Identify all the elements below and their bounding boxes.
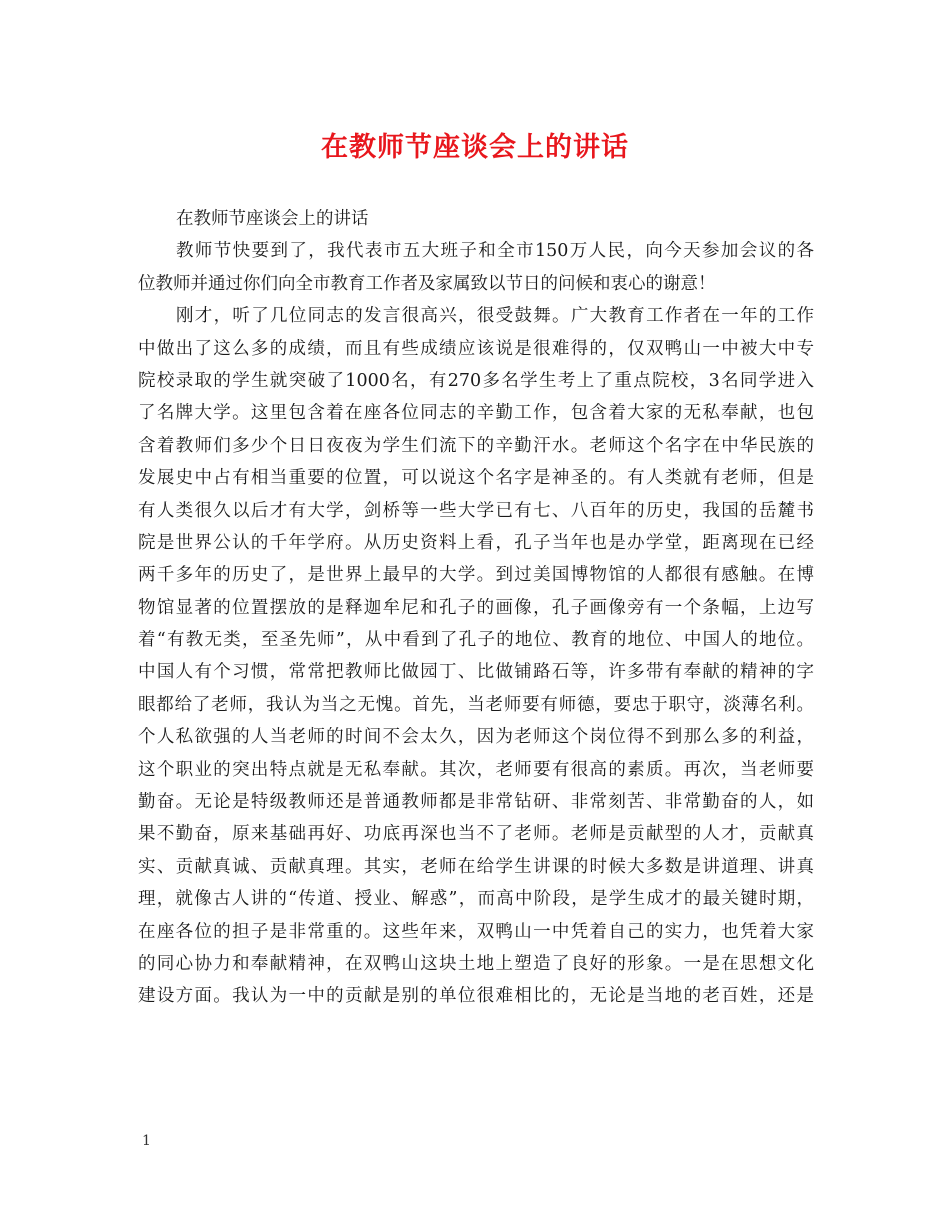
text-line: 理，就像古人讲的“传道、授业、解惑”，而高中阶段，是学生成才的最关键时期， bbox=[138, 889, 814, 910]
text-line: 两千多年的历史了，是世界上最早的大学。到过美国博物馆的人都很有感触。在博 bbox=[138, 565, 814, 586]
text-line: 在座各位的担子是非常重的。这些年来，双鸭山一中凭着自己的实力，也凭着大家 bbox=[138, 921, 814, 942]
page-number: 1 bbox=[142, 1133, 151, 1149]
text-line: 中国人有个习惯，常常把教师比做园丁、比做铺路石等，许多带有奉献的精神的字 bbox=[138, 662, 814, 683]
text-line: 眼都给了老师，我认为当之无愧。首先，当老师要有师德，要忠于职守，淡薄名利。 bbox=[138, 694, 814, 715]
text-line: 位教师并通过你们向全市教育工作者及家属致以节日的问候和衷心的谢意！ bbox=[138, 273, 716, 294]
text-line: 勤奋。无论是特级教师还是普通教师都是非常钻研、非常刻苦、非常勤奋的人，如 bbox=[138, 792, 814, 813]
text-line: 含着教师们多少个日日夜夜为学生们流下的辛勤汗水。老师这个名字在中华民族的 bbox=[138, 435, 814, 456]
text-line: 教师节快要到了，我代表市五大班子和全市150万人民，向今天参加会议的各 bbox=[176, 241, 814, 262]
text-line: 刚才，听了几位同志的发言很高兴，很受鼓舞。广大教育工作者在一年的工作 bbox=[176, 306, 814, 327]
text-line: 着“有教无类，至圣先师”，从中看到了孔子的地位、教育的地位、中国人的地位。 bbox=[138, 630, 814, 651]
text-line: 个人私欲强的人当老师的时间不会太久，因为老师这个岗位得不到那么多的利益， bbox=[138, 727, 814, 748]
text-line: 物馆显著的位置摆放的是释迦牟尼和孔子的画像，孔子画像旁有一个条幅，上边写 bbox=[138, 597, 814, 618]
text-line: 院是世界公认的千年学府。从历史资料上看，孔子当年也是办学堂，距离现在已经 bbox=[138, 532, 814, 553]
text-line: 发展史中占有相当重要的位置，可以说这个名字是神圣的。有人类就有老师，但是 bbox=[138, 468, 814, 489]
text-line: 了名牌大学。这里包含着在座各位同志的辛勤工作，包含着大家的无私奉献，也包 bbox=[138, 403, 814, 424]
text-line: 有人类很久以后才有大学，剑桥等一些大学已有七、八百年的历史，我国的岳麓书 bbox=[138, 500, 814, 521]
text-line: 果不勤奋，原来基础再好、功底再深也当不了老师。老师是贡献型的人才，贡献真 bbox=[138, 824, 814, 845]
text-line: 建设方面。我认为一中的贡献是别的单位很难相比的，无论是当地的老百姓，还是 bbox=[138, 986, 814, 1007]
document-body bbox=[138, 203, 814, 1013]
text-line: 中做出了这么多的成绩，而且有些成绩应该说是很难得的，仅双鸭山一中被大中专 bbox=[138, 338, 814, 359]
text-line: 的同心协力和奉献精神，在双鸭山这块土地上塑造了良好的形象。一是在思想文化 bbox=[138, 953, 814, 974]
text-line: 院校录取的学生就突破了1000名，有270多名学生考上了重点院校，3名同学进入 bbox=[138, 370, 814, 391]
document-title: 在教师节座谈会上的讲话 bbox=[321, 132, 629, 163]
text-line: 实、贡献真诚、贡献真理。其实，老师在给学生讲课的时候大多数是讲道理、讲真 bbox=[138, 856, 814, 877]
text-line: 这个职业的突出特点就是无私奉献。其次，老师要有很高的素质。再次，当老师要 bbox=[138, 759, 814, 780]
text-line: 在教师节座谈会上的讲话 bbox=[176, 209, 369, 229]
